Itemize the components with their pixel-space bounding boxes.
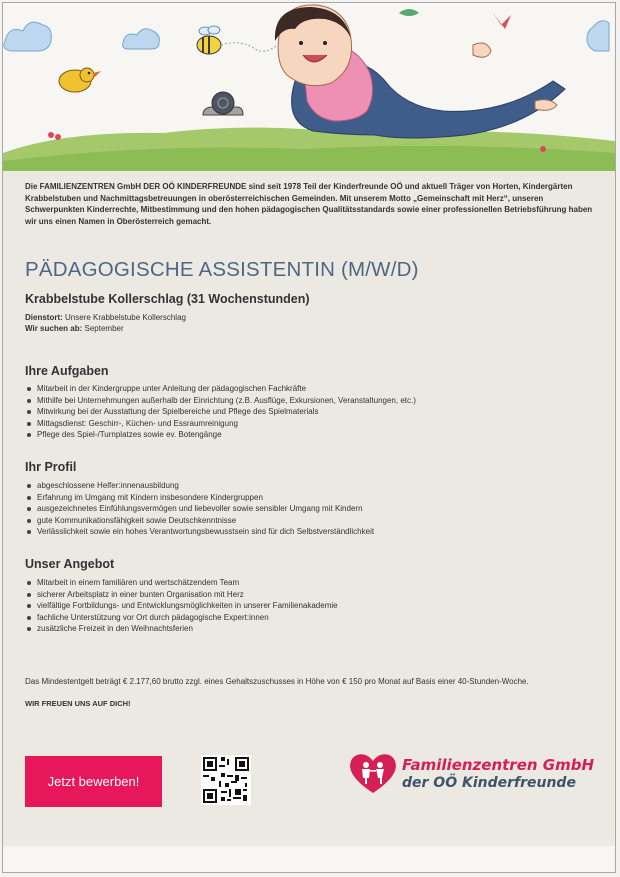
list-item: zusätzliche Freizeit in den Weihnachtsferien (25, 623, 585, 635)
girl-illustration (275, 5, 565, 138)
list-item: sicherer Arbeitsplatz in einer bunten Organisation mit Herz (25, 589, 585, 601)
list-item: abgeschlossene Helfer:innenausbildung (25, 480, 585, 492)
list-item: Mittagsdienst: Geschirr-, Küchen- und Essraumreinigung (25, 418, 585, 430)
list-item: Mitarbeit in der Kindergruppe unter Anleitung der pädagogischen Fachkräfte (25, 383, 585, 395)
start-label: Wir suchen ab: (25, 323, 83, 333)
section-heading-angebot: Unser Angebot (25, 557, 115, 571)
salary-text: Das Mindestentgelt beträgt € 2.177,60 brutto zzgl. eines Gehaltszuschusses in Höhe von € 150 pro Monat auf Basis einer 40-Stunden-Woche. (25, 677, 529, 686)
list-item: vielfältige Fortbildungs- und Entwicklungsmöglichkeiten in unserer Familienakademie (25, 600, 585, 612)
dienstort-label: Dienstort: (25, 313, 63, 322)
list-item: Mithilfe bei Unternehmungen außerhalb der Einrichtung (z.B. Ausflüge, Exkursionen, Veranstaltungen, etc.) (25, 395, 585, 407)
company-logo (348, 751, 593, 796)
aufgaben-list (25, 383, 585, 441)
start-value: September (82, 323, 124, 333)
list-item: Mitarbeit in einem familiären und wertschätzendem Team (25, 577, 585, 589)
angebot-list (25, 577, 585, 635)
dienstort-row (25, 313, 186, 324)
list-item: Mitwirkung bei der Ausstattung der Spielbereiche und Pflege des Spielmaterials (25, 406, 585, 418)
closing-text: WIR FREUEN UNS AUF DICH! (25, 699, 131, 708)
heart-children-logo-icon (348, 751, 398, 795)
profil-list (25, 480, 585, 538)
job-meta (25, 313, 186, 334)
list-item: ausgezeichnetes Einfühlungsvermögen und liebevoller sowie sensibler Umgang mit Kindern (25, 503, 585, 515)
bird-illustration (59, 68, 101, 92)
job-posting (2, 2, 616, 873)
list-item: gute Kommunikationsfähigkeit sowie Deutschkenntnisse (25, 515, 585, 527)
intro-text: Die FAMILIENZENTREN GmbH DER OÖ KINDERFREUNDE sind seit 1978 Teil der Kinderfreunde OÖ und aktuell Träger von Horten, Kindergärten Krabbelstuben und Nachmittagsbetreuungen in oberösterreichischen Gemeinden. Mit unserem Motto „Gemeinschaft mit Herz“, unseren Schwerpunkten Kinderrechte, Mitbestimmung und den hohen pädagogischen Qualitätsstandards sowie einer professionellen Betriebsführung haben wir uns einen Namen in Oberösterreich gemacht. (25, 182, 593, 226)
job-subtitle: Krabbelstube Kollerschlag (31 Wochenstunden) (25, 292, 310, 306)
job-title: PÄDAGOGISCHE ASSISTENTIN (M/W/D) (25, 258, 419, 281)
list-item: Erfahrung im Umgang mit Kindern insbesondere Kindergruppen (25, 492, 585, 504)
bottom-strip (3, 846, 615, 872)
start-row (25, 324, 186, 335)
list-item: Verlässlichkeit sowie ein hohes Verantwortungsbewusstsein sind für dich Selbstverständlichkeit (25, 526, 585, 538)
logo-line-2: der OÖ Kinderfreunde (402, 775, 576, 791)
logo-line-1: Familienzentren GmbH (402, 756, 595, 774)
hero-illustration (3, 3, 615, 171)
qr-code-icon[interactable] (201, 755, 251, 805)
list-item: Pflege des Spiel-/Turnplatzes sowie ev. Botengänge (25, 429, 585, 441)
apply-button[interactable]: Jetzt bewerben! (25, 756, 162, 807)
dienstort-value: Unsere Krabbelstube Kollerschlag (62, 313, 186, 322)
section-heading-aufgaben: Ihre Aufgaben (25, 364, 109, 378)
list-item: fachliche Unterstützung vor Ort durch pädagogische Expert:innen (25, 612, 585, 624)
section-heading-profil: Ihr Profil (25, 460, 77, 474)
